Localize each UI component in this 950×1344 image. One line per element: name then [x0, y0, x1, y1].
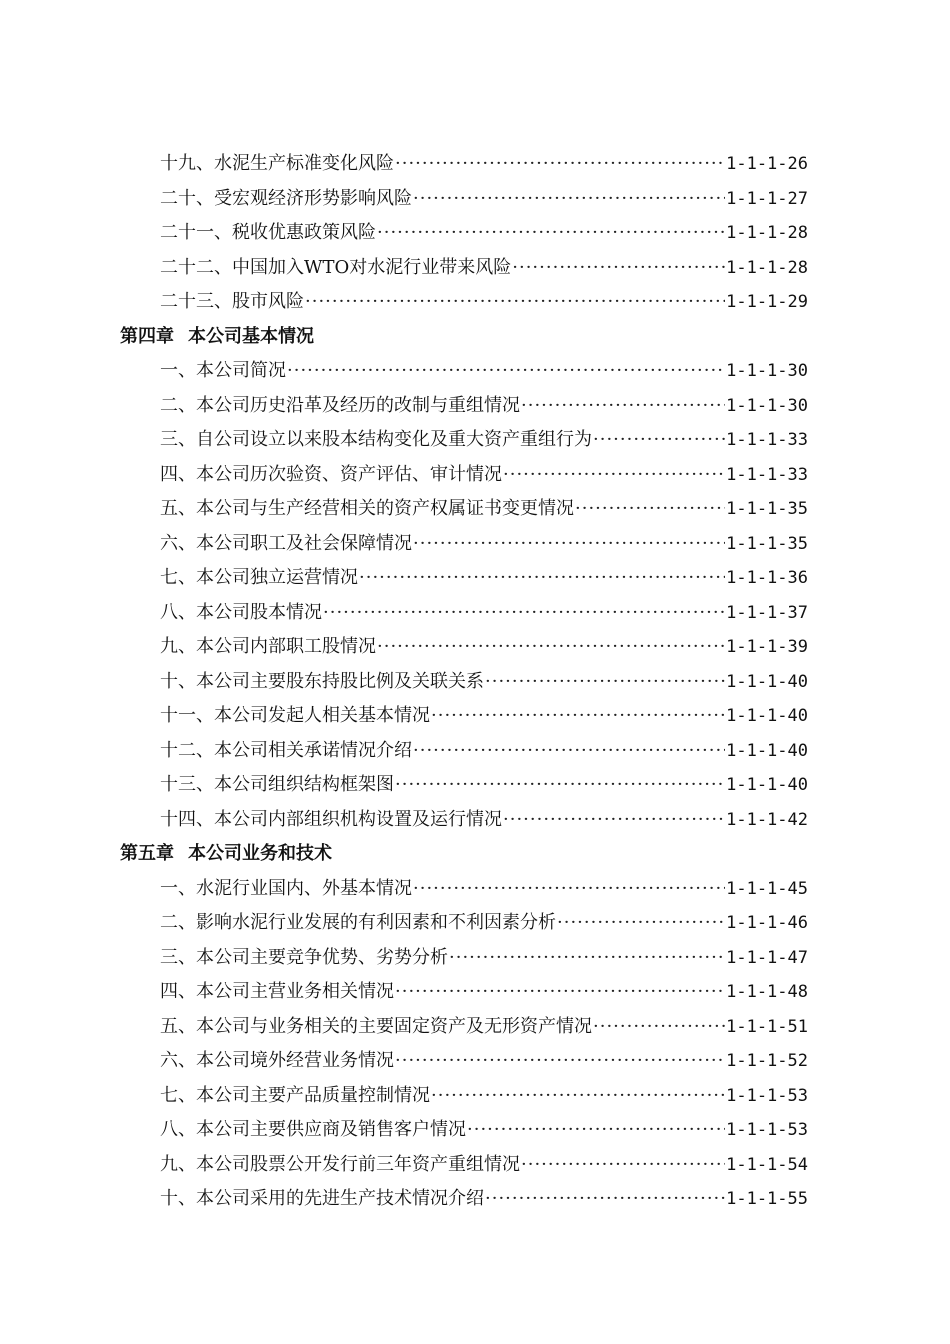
- toc-entry[interactable]: [0, 597, 950, 632]
- toc-page-number: 1-1-1-28: [726, 223, 808, 243]
- toc-entry-title: 二十二、中国加入WTO对水泥行业带来风险: [160, 256, 512, 278]
- dot-leader: [413, 530, 725, 558]
- toc-entry-line[interactable]: [160, 185, 808, 213]
- table-of-contents: [0, 148, 950, 1218]
- toc-entry[interactable]: [0, 562, 950, 597]
- toc-entry[interactable]: [0, 1149, 950, 1184]
- toc-page-number: 1-1-1-47: [726, 947, 808, 968]
- toc-entry-title: 七、本公司主要产品质量控制情况: [160, 1084, 430, 1106]
- toc-page-number: 1-1-1-29: [726, 292, 808, 312]
- toc-entry[interactable]: [0, 390, 950, 425]
- toc-entry-title: 二十、受宏观经济形势影响风险: [160, 187, 412, 209]
- dot-leader: [323, 599, 725, 627]
- toc-page-number: 1-1-1-48: [726, 982, 808, 1002]
- toc-entry-title: 二十三、股市风险: [160, 291, 304, 312]
- dot-leader: [485, 1185, 725, 1213]
- toc-page-number: 1-1-1-30: [726, 395, 808, 416]
- toc-page-number: 1-1-1-42: [726, 809, 808, 830]
- toc-entry-line[interactable]: [160, 1185, 808, 1213]
- toc-page-number: 1-1-1-28: [726, 257, 808, 278]
- dot-leader: [395, 978, 725, 1006]
- toc-entry-title: 二十一、税收优惠政策风险: [160, 222, 376, 243]
- dot-leader: [359, 564, 725, 592]
- toc-entry[interactable]: [0, 183, 950, 218]
- toc-entry-title: 十三、本公司组织结构框架图: [160, 774, 394, 795]
- dot-leader: [521, 1151, 725, 1179]
- toc-entry-title: 二、影响水泥行业发展的有利因素和不利因素分析: [160, 912, 556, 933]
- toc-entry-line[interactable]: [160, 737, 808, 765]
- toc-entry[interactable]: [0, 148, 950, 183]
- toc-entry-title: 五、本公司与业务相关的主要固定资产及无形资产情况: [160, 1015, 592, 1037]
- toc-entry[interactable]: [0, 666, 950, 701]
- toc-entry[interactable]: [0, 631, 950, 666]
- toc-entry-title: 一、本公司简况: [160, 360, 286, 381]
- toc-entry-title: 五、本公司与生产经营相关的资产权属证书变更情况: [160, 498, 574, 519]
- dot-leader: [593, 1013, 725, 1041]
- dot-leader: [305, 288, 725, 316]
- toc-entry[interactable]: [0, 700, 950, 735]
- toc-entry-line[interactable]: [160, 1151, 808, 1179]
- chapter-title: 本公司基本情况: [188, 325, 314, 347]
- toc-entry[interactable]: [0, 1183, 950, 1218]
- toc-page-number: 1-1-1-33: [726, 464, 808, 485]
- toc-page-number: 1-1-1-27: [726, 188, 808, 209]
- toc-page-number: 1-1-1-40: [726, 706, 808, 726]
- dot-leader: [557, 909, 725, 937]
- toc-entry-line[interactable]: [160, 219, 808, 247]
- dot-leader: [503, 461, 725, 489]
- toc-entry-title: 六、本公司境外经营业务情况: [160, 1050, 394, 1071]
- toc-page-number: 1-1-1-53: [726, 1085, 808, 1106]
- toc-entry-line[interactable]: [160, 288, 808, 316]
- toc-entry-title: 九、本公司内部职工股情况: [160, 636, 376, 657]
- toc-entry-line[interactable]: [160, 633, 808, 661]
- chapter-number: 第四章: [120, 325, 174, 347]
- toc-page-number: 1-1-1-35: [726, 533, 808, 554]
- toc-page-number: 1-1-1-30: [726, 361, 808, 381]
- toc-page-number: 1-1-1-46: [726, 913, 808, 933]
- toc-chapter-heading: [0, 321, 950, 356]
- toc-entry-title: 三、本公司主要竞争优势、劣势分析: [160, 946, 448, 968]
- dot-leader: [467, 1116, 725, 1144]
- toc-entry-title: 九、本公司股票公开发行前三年资产重组情况: [160, 1153, 520, 1175]
- toc-page-number: 1-1-1-55: [726, 1189, 808, 1209]
- chapter-number: 第五章: [120, 843, 174, 864]
- toc-entry-line[interactable]: [160, 702, 808, 730]
- toc-page-number: 1-1-1-53: [726, 1120, 808, 1140]
- toc-entry-title: 八、本公司主要供应商及销售客户情况: [160, 1119, 466, 1140]
- toc-entry-title: 四、本公司主营业务相关情况: [160, 981, 394, 1002]
- toc-entry-title: 七、本公司独立运营情况: [160, 567, 358, 588]
- toc-entry[interactable]: [0, 459, 950, 494]
- toc-entry[interactable]: [0, 907, 950, 942]
- dot-leader: [413, 185, 725, 213]
- toc-entry-title: 十四、本公司内部组织机构设置及运行情况: [160, 808, 502, 830]
- toc-page-number: 1-1-1-36: [726, 568, 808, 588]
- toc-entry-line[interactable]: [160, 668, 808, 696]
- toc-entry-line[interactable]: [160, 599, 808, 627]
- toc-entry[interactable]: [0, 1011, 950, 1046]
- toc-entry-line[interactable]: [160, 1082, 808, 1110]
- chapter-heading: [120, 323, 314, 351]
- toc-entry-line[interactable]: [160, 392, 808, 420]
- toc-entry-line[interactable]: [160, 357, 808, 385]
- toc-entry[interactable]: [0, 804, 950, 839]
- toc-entry-title: 十二、本公司相关承诺情况介绍: [160, 739, 412, 761]
- dot-leader: [395, 1047, 725, 1075]
- toc-entry-title: 八、本公司股本情况: [160, 601, 322, 623]
- toc-entry-line[interactable]: [160, 254, 808, 282]
- toc-entry-line[interactable]: [160, 875, 808, 903]
- toc-entry[interactable]: [0, 873, 950, 908]
- toc-page-number: 1-1-1-51: [726, 1016, 808, 1037]
- toc-entry-line[interactable]: [160, 978, 808, 1006]
- toc-entry-title: 十一、本公司发起人相关基本情况: [160, 705, 430, 726]
- toc-page-number: 1-1-1-35: [726, 499, 808, 519]
- toc-entry-title: 四、本公司历次验资、资产评估、审计情况: [160, 463, 502, 485]
- toc-entry-line[interactable]: [160, 564, 808, 592]
- toc-entry-line[interactable]: [160, 1013, 808, 1041]
- dot-leader: [287, 357, 725, 385]
- toc-page-number: 1-1-1-40: [726, 740, 808, 761]
- dot-leader: [512, 254, 725, 282]
- toc-entry[interactable]: [0, 769, 950, 804]
- toc-entry-title: 一、水泥行业国内、外基本情况: [160, 877, 412, 899]
- dot-leader: [395, 771, 725, 799]
- chapter-title: 本公司业务和技术: [188, 843, 332, 864]
- dot-leader: [521, 392, 725, 420]
- toc-entry-title: 三、自公司设立以来股本结构变化及重大资产重组行为: [160, 429, 592, 450]
- toc-entry-line[interactable]: [160, 1047, 808, 1075]
- toc-entry-line[interactable]: [160, 909, 808, 937]
- toc-entry-line[interactable]: [160, 495, 808, 523]
- toc-entry[interactable]: [0, 493, 950, 528]
- toc-page-number: 1-1-1-26: [726, 154, 808, 174]
- dot-leader: [377, 219, 725, 247]
- toc-entry[interactable]: [0, 424, 950, 459]
- dot-leader: [395, 150, 725, 178]
- dot-leader: [431, 1082, 725, 1110]
- toc-entry[interactable]: [0, 252, 950, 287]
- dot-leader: [593, 426, 725, 454]
- dot-leader: [377, 633, 725, 661]
- toc-entry[interactable]: [0, 976, 950, 1011]
- toc-page-number: 1-1-1-40: [726, 671, 808, 692]
- toc-entry-line[interactable]: [160, 530, 808, 558]
- toc-entry[interactable]: [0, 528, 950, 563]
- toc-page-number: 1-1-1-39: [726, 637, 808, 657]
- dot-leader: [485, 668, 725, 696]
- toc-entry-line[interactable]: [160, 426, 808, 454]
- toc-entry[interactable]: [0, 286, 950, 321]
- dot-leader: [449, 944, 725, 972]
- toc-entry[interactable]: [0, 735, 950, 770]
- dot-leader: [575, 495, 725, 523]
- toc-page-number: 1-1-1-37: [726, 602, 808, 623]
- toc-entry-line[interactable]: [160, 150, 808, 178]
- toc-entry-line[interactable]: [160, 461, 808, 489]
- toc-entry-line[interactable]: [160, 806, 808, 834]
- toc-page-number: 1-1-1-45: [726, 878, 808, 899]
- toc-page-number: 1-1-1-54: [726, 1154, 808, 1175]
- toc-page-number: 1-1-1-40: [726, 775, 808, 795]
- toc-page-number: 1-1-1-33: [726, 430, 808, 450]
- toc-entry-title: 十、本公司主要股东持股比例及关联关系: [160, 670, 484, 692]
- toc-entry[interactable]: [0, 217, 950, 252]
- toc-entry-title: 十、本公司采用的先进生产技术情况介绍: [160, 1188, 484, 1209]
- toc-entry-line[interactable]: [160, 771, 808, 799]
- toc-entry-title: 六、本公司职工及社会保障情况: [160, 532, 412, 554]
- toc-entry[interactable]: [0, 1045, 950, 1080]
- dot-leader: [413, 737, 725, 765]
- toc-entry[interactable]: [0, 355, 950, 390]
- dot-leader: [503, 806, 725, 834]
- dot-leader: [413, 875, 725, 903]
- toc-chapter-heading: [0, 838, 950, 873]
- toc-page-number: 1-1-1-52: [726, 1051, 808, 1071]
- toc-entry-title: 二、本公司历史沿革及经历的改制与重组情况: [160, 394, 520, 416]
- toc-entry-title: 十九、水泥生产标准变化风险: [160, 153, 394, 174]
- toc-entry[interactable]: [0, 942, 950, 977]
- dot-leader: [431, 702, 725, 730]
- chapter-heading: [120, 840, 332, 868]
- toc-entry[interactable]: [0, 1080, 950, 1115]
- toc-entry[interactable]: [0, 1114, 950, 1149]
- toc-entry-line[interactable]: [160, 944, 808, 972]
- toc-entry-line[interactable]: [160, 1116, 808, 1144]
